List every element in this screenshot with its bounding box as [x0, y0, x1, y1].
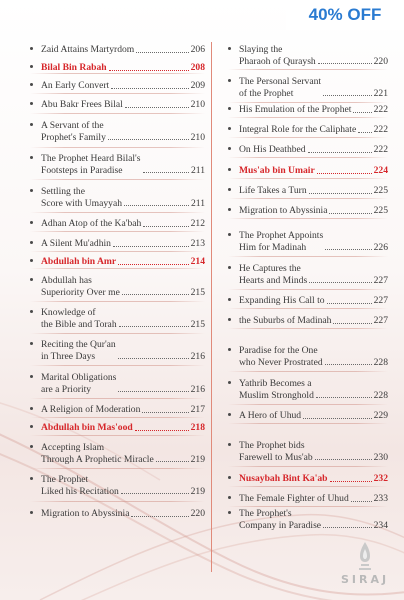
bullet-icon	[228, 208, 231, 211]
bullet-icon	[228, 348, 231, 351]
separator	[30, 231, 205, 232]
bullet-icon	[228, 511, 231, 514]
bullet-icon	[30, 310, 33, 313]
bullet-icon	[228, 147, 231, 150]
toc-entry[interactable]: The Prophet Liked his Recitation 219	[30, 474, 205, 497]
toc-chapter[interactable]: Bilal Bin Rabah 208	[30, 62, 205, 74]
separator	[228, 371, 388, 372]
bullet-icon	[30, 241, 33, 244]
toc-entry[interactable]: Migration to Abyssinia 220	[30, 508, 205, 520]
toc-entry[interactable]: The Personal Servant of the Prophet 221	[228, 76, 388, 99]
bullet-icon	[228, 266, 231, 269]
toc-entry[interactable]: A Religion of Moderation 217	[30, 404, 205, 416]
bullet-icon	[30, 156, 33, 159]
toc-entry[interactable]: The Prophet bids Farewell to Mus'ab 230	[228, 440, 388, 463]
toc-entry[interactable]: The Female Fighter of Uhud 233	[228, 493, 388, 505]
separator	[228, 466, 388, 467]
bullet-icon	[30, 425, 33, 428]
separator	[228, 157, 388, 158]
separator	[30, 268, 205, 269]
bullet-icon	[228, 413, 231, 416]
toc-chapter[interactable]: Abdullah bin Mas'ood 218	[30, 422, 205, 434]
publisher-logo	[338, 528, 392, 586]
toc-entry[interactable]: Zaid Attains Martyrdom 206	[30, 44, 205, 56]
separator	[30, 417, 205, 418]
separator	[30, 212, 205, 213]
bullet-icon	[30, 407, 33, 410]
bullet-icon	[30, 278, 33, 281]
separator	[228, 486, 388, 487]
separator	[30, 179, 205, 180]
column-divider	[211, 42, 212, 572]
bullet-icon	[228, 188, 231, 191]
toc-entry[interactable]: A Servant of the Prophet's Family 210	[30, 120, 205, 143]
toc-entry[interactable]: A Silent Mu'adhin 213	[30, 238, 205, 250]
toc-entry[interactable]: Life Takes a Turn 225	[228, 185, 388, 197]
separator	[30, 251, 205, 252]
toc-entry[interactable]: His Emulation of the Prophet 222	[228, 104, 388, 116]
bullet-icon	[228, 233, 231, 236]
bullet-icon	[30, 445, 33, 448]
toc-entry[interactable]: The Prophet Appoints Him for Madinah 226	[228, 230, 388, 253]
bullet-icon	[228, 79, 231, 82]
toc-entry[interactable]: Paradise for the One who Never Prostrated 228	[228, 345, 388, 368]
separator	[228, 69, 388, 70]
logo-text: SIRAJ	[340, 573, 390, 586]
separator	[30, 501, 205, 502]
separator	[228, 308, 388, 309]
bullet-icon	[228, 318, 231, 321]
bullet-icon	[30, 189, 33, 192]
separator	[30, 365, 205, 366]
bullet-icon	[228, 496, 231, 499]
bullet-icon	[228, 443, 231, 446]
bullet-icon	[30, 221, 33, 224]
separator	[228, 256, 388, 257]
separator	[228, 404, 388, 405]
toc-entry[interactable]: Abdullah has Superiority Over me 215	[30, 275, 205, 298]
separator	[30, 468, 205, 469]
separator	[228, 328, 388, 329]
bullet-icon	[228, 168, 231, 171]
separator	[30, 435, 205, 436]
separator	[228, 423, 388, 424]
toc-entry[interactable]: The Prophet's Company in Paradise 234	[228, 508, 388, 531]
toc-entry[interactable]: Expanding His Call to 227	[228, 295, 388, 307]
separator	[30, 93, 205, 94]
toc-entry[interactable]: Integral Role for the Caliphate 222	[228, 124, 388, 136]
separator	[228, 218, 388, 219]
toc-entry[interactable]: Yathrib Becomes a Muslim Stronghold 228	[228, 378, 388, 401]
bullet-icon	[30, 375, 33, 378]
toc-entry[interactable]: An Early Convert 209	[30, 80, 205, 92]
separator	[30, 398, 205, 399]
toc-entry[interactable]: Marital Obligations are a Priority 216	[30, 372, 205, 395]
bullet-icon	[228, 107, 231, 110]
separator	[30, 333, 205, 334]
toc-entry[interactable]: Reciting the Qur'an in Three Days 216	[30, 339, 205, 362]
separator	[228, 198, 388, 199]
separator	[228, 289, 388, 290]
bullet-icon	[30, 259, 33, 262]
toc-entry[interactable]: He Captures the Hearts and Minds 227	[228, 263, 388, 286]
toc-entry[interactable]: Migration to Abyssinia 225	[228, 205, 388, 217]
toc-entry[interactable]: Accepting Islam Through A Prophetic Miracle 219	[30, 442, 205, 465]
toc-chapter[interactable]: Nusaybah Bint Ka'ab 232	[228, 473, 388, 485]
toc-entry[interactable]: The Prophet Heard Bilal's Footsteps in Paradise 211	[30, 153, 205, 176]
separator	[30, 113, 205, 114]
separator	[30, 301, 205, 302]
toc-entry[interactable]: Abu Bakr Frees Bilal 210	[30, 99, 205, 111]
bullet-icon	[228, 47, 231, 50]
separator	[30, 147, 205, 148]
bullet-icon	[228, 298, 231, 301]
toc-entry[interactable]: A Hero of Uhud 229	[228, 410, 388, 422]
bullet-icon	[30, 123, 33, 126]
bullet-icon	[30, 47, 33, 50]
toc-chapter[interactable]: Abdullah bin Amr 214	[30, 256, 205, 268]
toc-entry[interactable]: Adhan Atop of the Ka'bah 212	[30, 218, 205, 230]
separator	[228, 102, 388, 103]
toc-entry[interactable]: Settling the Score with Umayyah 211	[30, 186, 205, 209]
toc-entry[interactable]: the Suburbs of Madinah 227	[228, 315, 388, 327]
bullet-icon	[30, 102, 33, 105]
bullet-icon	[30, 342, 33, 345]
separator	[228, 137, 388, 138]
bullet-icon	[228, 381, 231, 384]
separator	[228, 506, 388, 507]
separator	[30, 73, 205, 74]
bullet-icon	[228, 476, 231, 479]
separator	[228, 117, 388, 118]
toc-entry[interactable]: On His Deathbed 222	[228, 144, 388, 156]
toc-entry[interactable]: Knowledge of the Bible and Torah 215	[30, 307, 205, 330]
discount-badge: 40% OFF	[286, 0, 404, 30]
toc-chapter[interactable]: Mus'ab bin Umair 224	[228, 165, 388, 177]
bullet-icon	[30, 477, 33, 480]
bullet-icon	[228, 127, 231, 130]
separator	[228, 178, 388, 179]
bullet-icon	[30, 83, 33, 86]
bullet-icon	[30, 65, 33, 68]
lamp-icon	[356, 541, 374, 571]
toc-entry[interactable]: Slaying the Pharaoh of Quraysh 220	[228, 44, 388, 67]
bullet-icon	[30, 511, 33, 514]
